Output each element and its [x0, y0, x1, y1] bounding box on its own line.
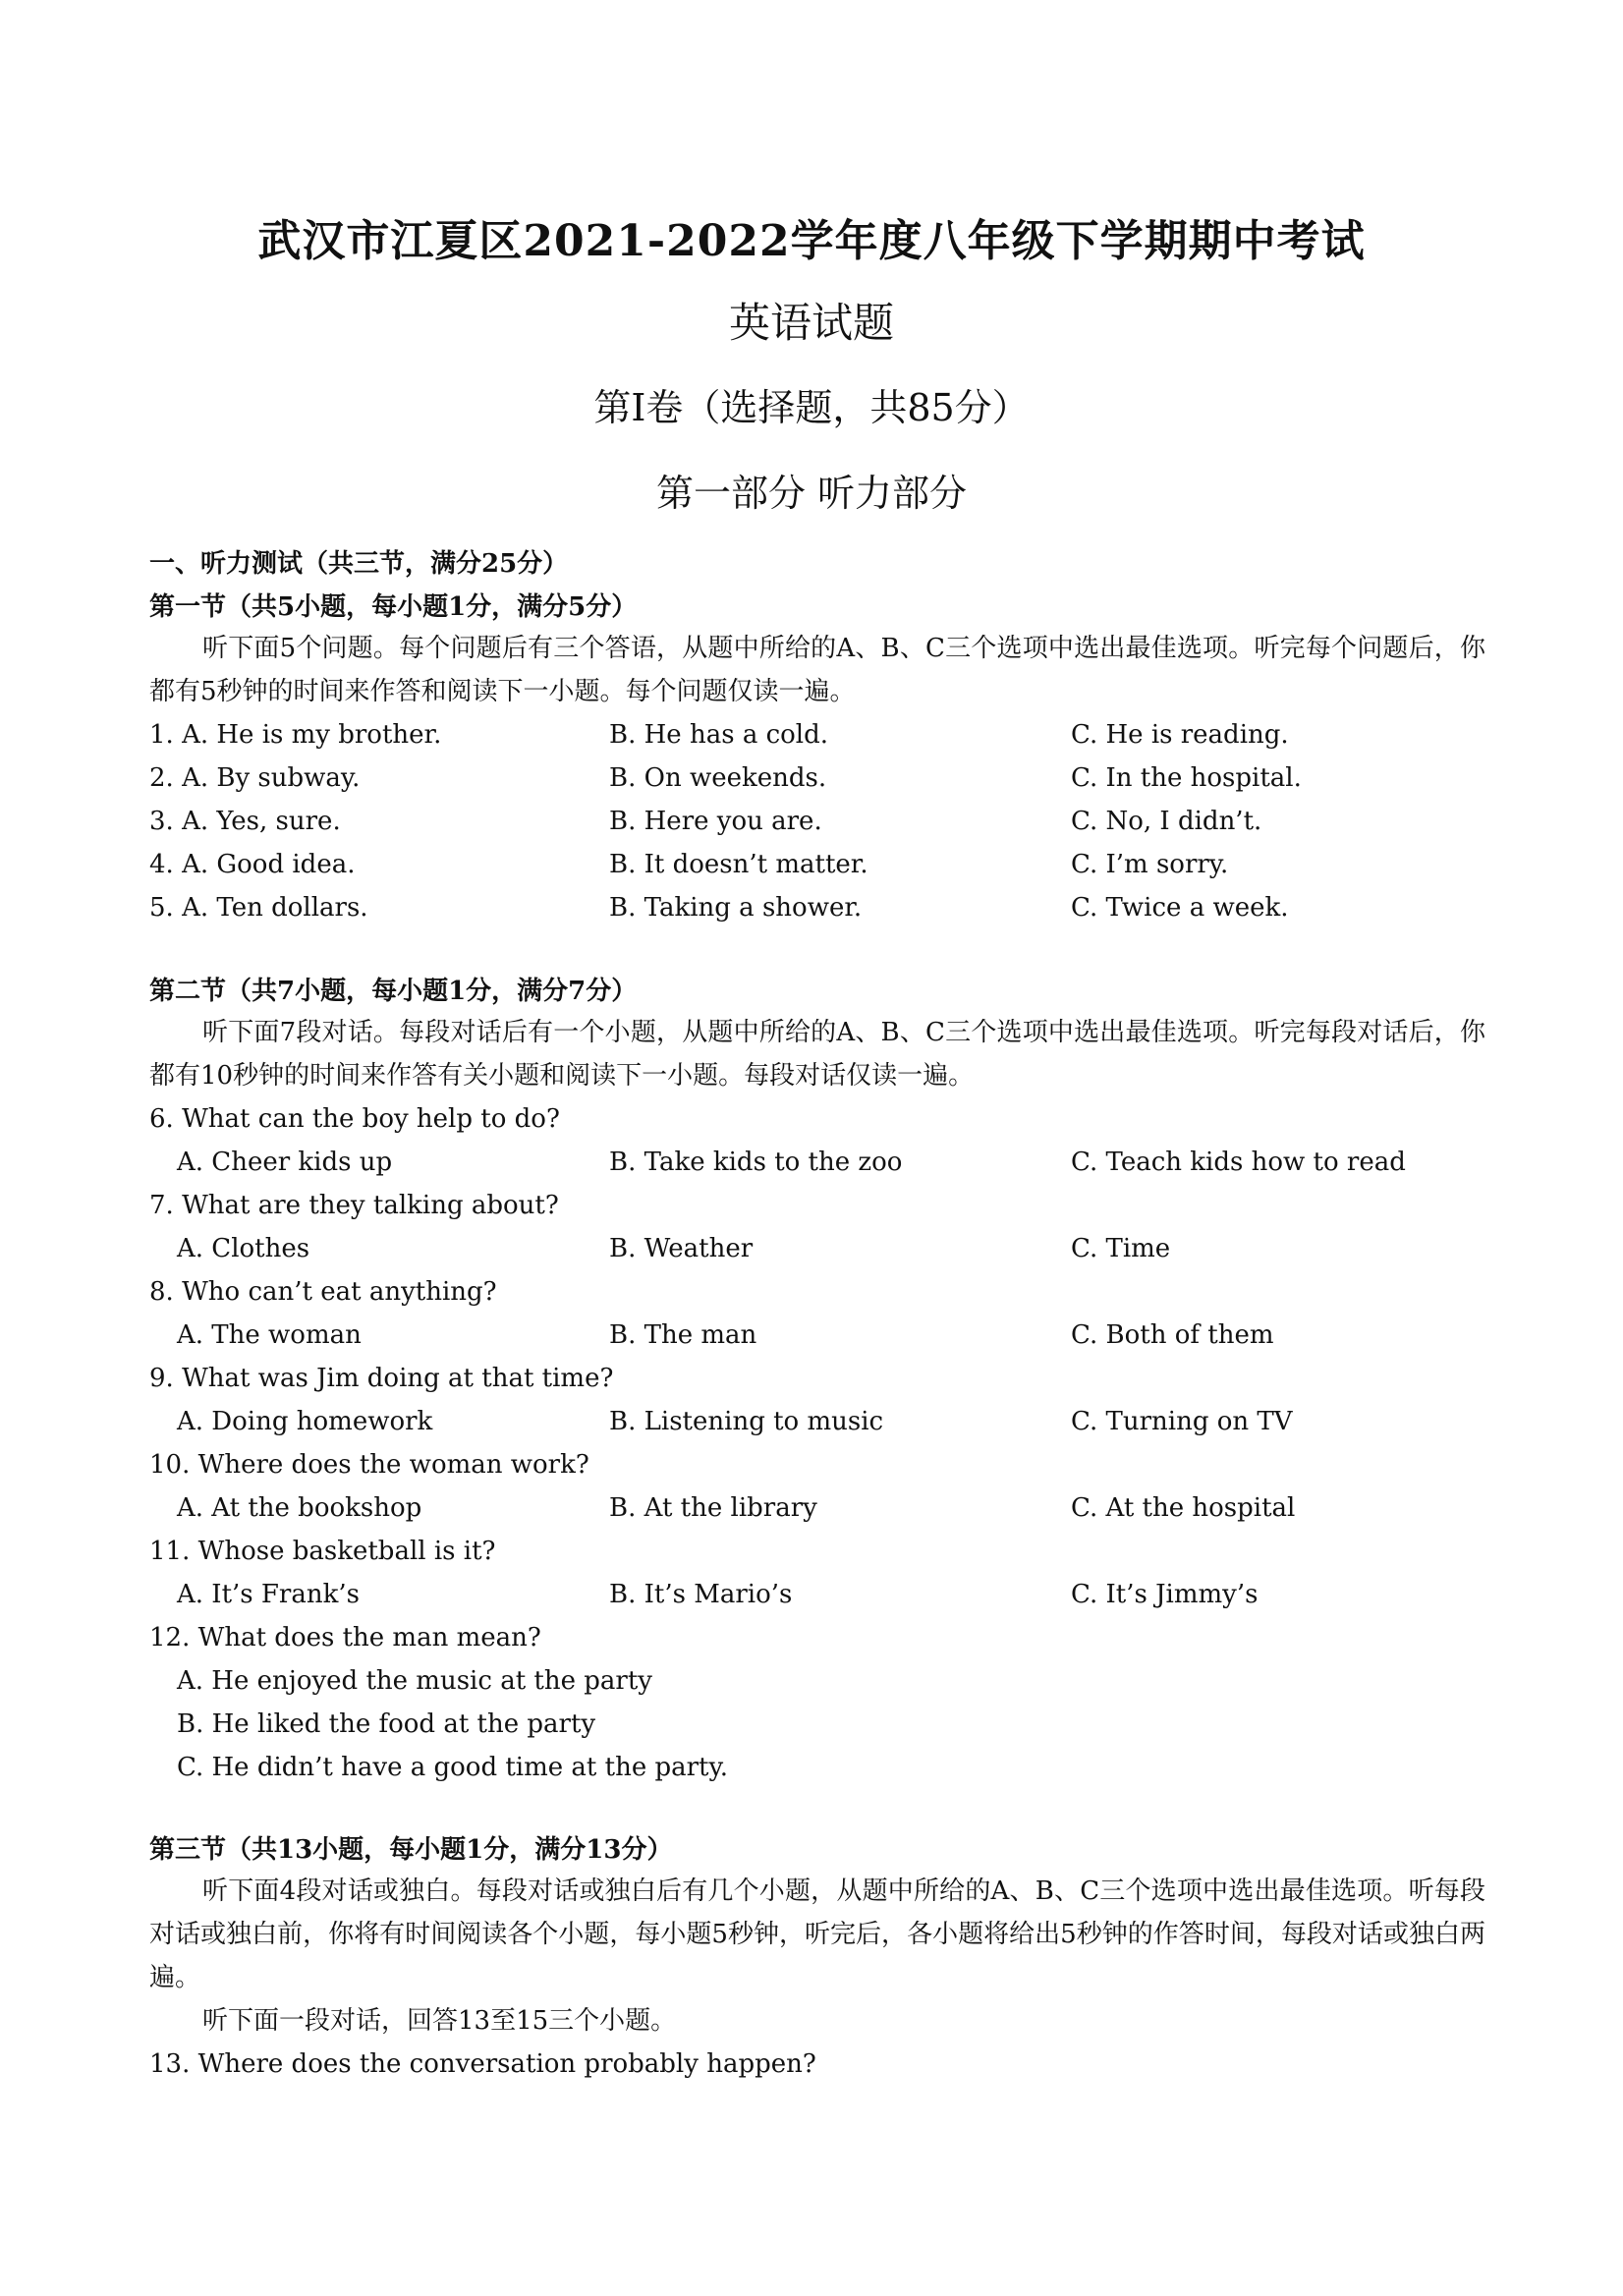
option-c: C. Both of them	[1071, 1320, 1274, 1350]
option-b: B. The man	[609, 1320, 757, 1350]
option-a: 1. A. He is my brother.	[149, 720, 442, 750]
option-b: B. He liked the food at the party	[177, 1709, 596, 1739]
option-a: A. He enjoyed the music at the party	[177, 1666, 652, 1696]
option-b: B. It doesn’t matter.	[609, 850, 868, 879]
question-row	[149, 715, 1485, 755]
question-stem: 13. Where does the conversation probably happen?	[149, 2049, 816, 2079]
subject-title: 英语试题	[728, 299, 894, 347]
option-c: C. At the hospital	[1071, 1493, 1296, 1523]
question-stem: 11. Whose basketball is it?	[149, 1537, 496, 1566]
section2-instructions: 听下面7段对话。每段对话后有一个小题，从题中所给的A、B、C三个选项中选出最佳选项。听完每段对话后，你都有10秒钟的时间来作答有关小题和阅读下一小题。每段对话仅读一遍。	[149, 1018, 1485, 1091]
option-c: C. I’m sorry.	[1071, 850, 1229, 879]
option-a: A. Cheer kids up	[177, 1148, 393, 1177]
section2-heading: 第二节（共7小题，每小题1分，满分7分）	[149, 977, 638, 1006]
option-c: C. Twice a week.	[1071, 893, 1289, 923]
question-row	[149, 888, 1485, 927]
option-b: B. Here you are.	[609, 807, 822, 836]
option-a: A. Doing homework	[177, 1407, 433, 1436]
option-a: A. The woman	[177, 1320, 362, 1350]
question-row	[149, 845, 1485, 884]
option-a: A. At the bookshop	[177, 1493, 422, 1523]
question-stem: 6. What can the boy help to do?	[149, 1104, 560, 1134]
option-a: A. Clothes	[177, 1234, 310, 1263]
volume-title: 第I卷（选择题，共85分）	[593, 386, 1030, 429]
question-stem: 8. Who can’t eat anything?	[149, 1277, 497, 1307]
exam-title: 武汉市江夏区2021-2022学年度八年级下学期期中考试	[257, 216, 1366, 266]
option-c: C. In the hospital.	[1071, 763, 1302, 793]
option-b: B. Weather	[609, 1234, 754, 1263]
option-c: C. It’s Jimmy’s	[1071, 1580, 1259, 1609]
option-b: B. At the library	[609, 1493, 817, 1523]
option-b: B. Taking a shower.	[609, 893, 863, 923]
option-c: C. He is reading.	[1071, 720, 1289, 750]
option-b: B. Take kids to the zoo	[609, 1148, 903, 1177]
question-stem: 10. Where does the woman work?	[149, 1450, 589, 1480]
option-c: C. No, I didn’t.	[1071, 807, 1262, 836]
question-stem: 7. What are they talking about?	[149, 1191, 559, 1220]
section1-instructions: 听下面5个问题。每个问题后有三个答语，从题中所给的A、B、C三个选项中选出最佳选项。听完每个问题后，你都有5秒钟的时间来作答和阅读下一小题。每个问题仅读一遍。	[149, 634, 1485, 706]
options-row	[149, 1316, 1485, 1355]
options-row	[149, 1143, 1485, 1182]
section1-heading: 第一节（共5小题，每小题1分，满分5分）	[149, 592, 638, 622]
section3-instructions: 听下面4段对话或独白。每段对话或独白后有几个小题，从题中所给的A、B、C三个选项中选出最佳选项。听每段对话或独白前，你将有时间阅读各个小题，每小题5秒钟，听完后，各小题将给出5秒钟的作答时间，每段对话或独白两遍。	[149, 1876, 1485, 1992]
option-a: 4. A. Good idea.	[149, 850, 356, 879]
option-a: 5. A. Ten dollars.	[149, 893, 368, 923]
options-row	[149, 1575, 1485, 1614]
question-row	[149, 758, 1485, 798]
option-b: B. On weekends.	[609, 763, 827, 793]
question-row	[149, 802, 1485, 841]
option-b: B. It’s Mario’s	[609, 1580, 793, 1609]
option-a: 3. A. Yes, sure.	[149, 807, 341, 836]
option-b: B. He has a cold.	[609, 720, 829, 750]
option-c: C. Turning on TV	[1071, 1407, 1293, 1436]
options-row	[149, 1229, 1485, 1268]
question-stem: 12. What does the man mean?	[149, 1623, 541, 1652]
option-c: C. Teach kids how to read	[1071, 1148, 1406, 1177]
option-a: 2. A. By subway.	[149, 763, 361, 793]
options-row	[149, 1402, 1485, 1441]
part-title: 第一部分 听力部分	[655, 472, 968, 515]
option-c: C. He didn’t have a good time at the party.	[177, 1753, 729, 1782]
option-a: A. It’s Frank’s	[177, 1580, 360, 1609]
listening-heading: 一、听力测试（共三节，满分25分）	[149, 549, 569, 579]
option-b: B. Listening to music	[609, 1407, 884, 1436]
option-c: C. Time	[1071, 1234, 1171, 1263]
section3-sub-instruction: 听下面一段对话，回答13至15三个小题。	[202, 2006, 677, 2036]
options-row	[149, 1488, 1485, 1528]
question-stem: 9. What was Jim doing at that time?	[149, 1364, 614, 1393]
section3-heading: 第三节（共13小题，每小题1分，满分13分）	[149, 1835, 673, 1865]
